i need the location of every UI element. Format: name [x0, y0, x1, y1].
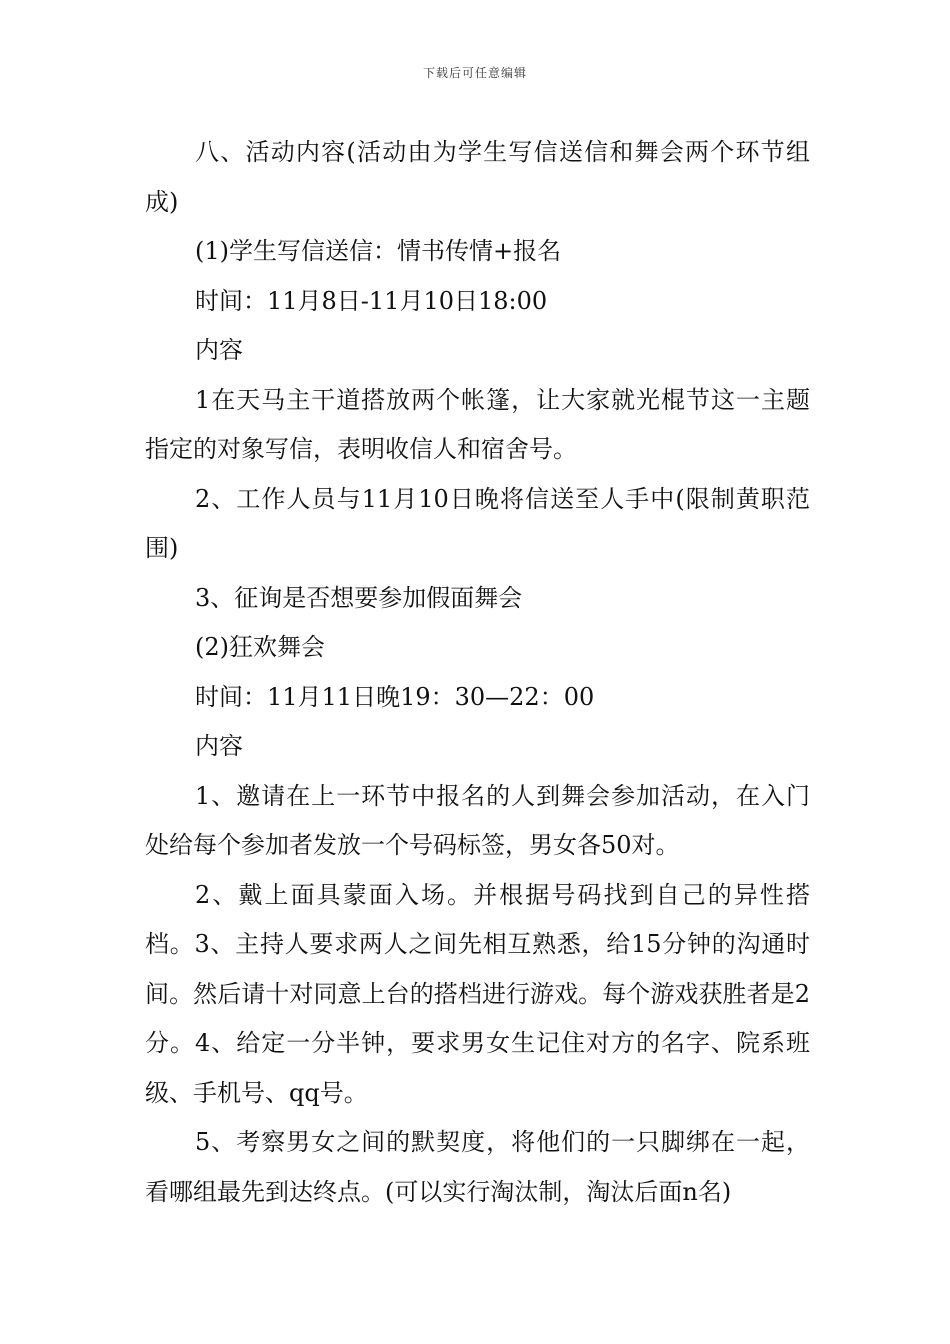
paragraph-item-masks: 2、戴上面具蒙面入场。并根据号码找到自己的异性搭档。3、主持人要求两人之间先相互熟悉，给15分钟的沟通时间。然后请十对同意上台的搭档进行游戏。每个游戏获胜者是2分。4、给定一分半钟，要求男女生记住对方的名字、院系班级、手机号、qq号。 [145, 880, 810, 1107]
paragraph-subsection-2: (2)狂欢舞会 [195, 633, 325, 661]
paragraph-item-survey: 3、征询是否想要参加假面舞会 [195, 583, 523, 612]
header-note: 下载后可任意编辑 [422, 66, 527, 80]
paragraph-item-delivery: 2、工作人员与11月10日晚将信送至人手中(限制黄职范围) [145, 484, 810, 562]
paragraph-subsection-1: (1)学生写信送信：情书传情+报名 [195, 237, 562, 265]
paragraph-item-invite: 1、邀请在上一环节中报名的人到舞会参加活动，在入门处给每个参加者发放一个号码标签，男女各50对。 [145, 781, 810, 859]
document-body [145, 128, 810, 1217]
paragraph-item-tents: 1在天马主干道搭放两个帐篷，让大家就光棍节这一主题指定的对象写信，表明收信人和宿舍号。 [145, 385, 810, 463]
paragraph-content-label-1: 内容 [195, 336, 243, 364]
paragraph-time-1: 时间：11月8日-11月10日18:00 [195, 286, 548, 315]
paragraph-time-2: 时间：11月11日晚19：30—22：00 [195, 682, 595, 711]
paragraph-content-label-2: 内容 [195, 732, 243, 760]
paragraph-section-heading: 八、活动内容(活动由为学生写信送信和舞会两个环节组成) [145, 138, 810, 216]
paragraph-item-teamwork: 5、考察男女之间的默契度，将他们的一只脚绑在一起，看哪组最先到达终点。(可以实行淘汰制，淘汰后面n名) [145, 1128, 810, 1206]
